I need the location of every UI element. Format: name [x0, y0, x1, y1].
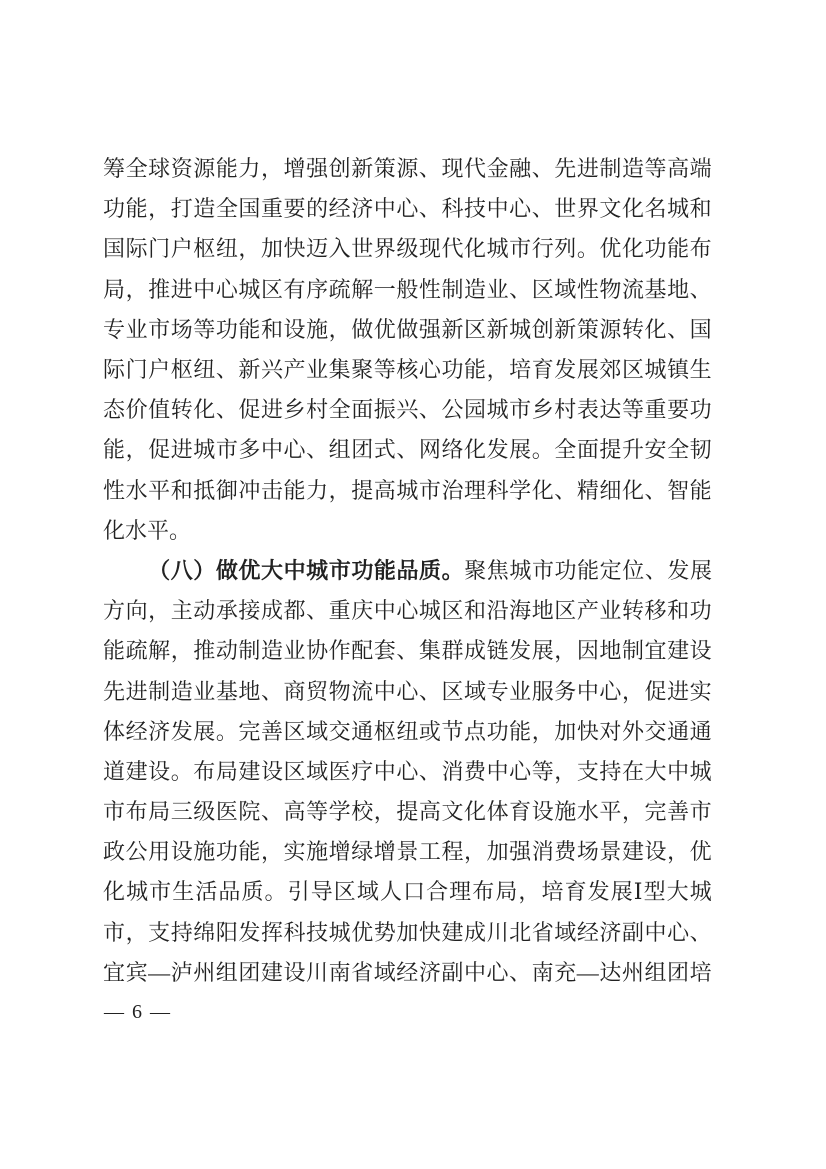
text-line: 体 经 济 发 展 。 完 善 区 域 交 通 枢 纽 或 节 点 功 能 ， 加 快 对 外 交 通 通 — [103, 718, 712, 744]
page-number: — 6 — — [104, 1001, 172, 1023]
text-block — [103, 149, 712, 993]
text-line: 市 布 局 三 级 医 院 、 高 等 学 校 ， 提 高 文 化 体 育 设 施 水 平 ， 完 善 市 — [103, 799, 712, 825]
text-line: 道 建 设 。 布 局 建 设 区 域 医 疗 中 心 、 消 费 中 心 等 ， 支 持 在 大 中 城 — [103, 758, 712, 784]
text-line: 国 际 门 户 枢 纽 ， 加 快 迈 入 世 界 级 现 代 化 城 市 行 列 。 优 化 功 能 布 — [103, 236, 712, 262]
text-line: 功 能 ， 打 造 全 国 重 要 的 经 济 中 心 、 科 技 中 心 、 世 界 文 化 名 城 和 — [103, 196, 712, 222]
text-line: 化 城 市 生 活 品 质 。 引 导 区 域 人 口 合 理 布 局 ， 培 育 发 展 Ⅰ 型 大 城 — [103, 879, 712, 905]
text-line: 先 进 制 造 业 基 地 、 商 贸 物 流 中 心 、 区 域 专 业 服 务 中 心 ， 促 进 实 — [103, 678, 712, 704]
text-line: 方 向 ， 主 动 承 接 成 都 、 重 庆 中 心 城 区 和 沿 海 地 区 产 业 转 移 和 功 — [103, 598, 712, 624]
text-line: （ 八 ） 做 优 大 中 城 市 功 能 品 质 。 聚 焦 城 市 功 能 定 位 、 发 展 — [148, 557, 712, 583]
text-line: 市 ， 支 持 绵 阳 发 挥 科 技 城 优 势 加 快 建 成 川 北 省 域 经 济 副 中 心 、 — [103, 919, 712, 945]
text-line: 性 水 平 和 抵 御 冲 击 能 力 ， 提 高 城 市 治 理 科 学 化 、 精 细 化 、 智 能 — [103, 477, 712, 503]
text-line: 宜 宾 — 泸 州 组 团 建 设 川 南 省 域 经 济 副 中 心 、 南 充 — 达 州 组 团 培 — [103, 959, 712, 985]
text-line: 专 业 市 场 等 功 能 和 设 施 ， 做 优 做 强 新 区 新 城 创 新 策 源 转 化 、 国 — [103, 316, 712, 342]
text-line: 筹 全 球 资 源 能 力 ， 增 强 创 新 策 源 、 现 代 金 融 、 先 进 制 造 等 高 端 — [103, 156, 712, 182]
text-line: 态 价 值 转 化 、 促 进 乡 村 全 面 振 兴 、 公 园 城 市 乡 村 表 达 等 重 要 功 — [103, 397, 712, 423]
text-line: 局 ， 推 进 中 心 城 区 有 序 疏 解 一 般 性 制 造 业 、 区 域 性 物 流 基 地 、 — [103, 276, 712, 302]
text-line: 化 水 平 。 — [103, 517, 192, 543]
text-line: 际 门 户 枢 纽 、 新 兴 产 业 集 聚 等 核 心 功 能 ， 培 育 发 展 郊 区 城 镇 生 — [103, 357, 712, 383]
text-line: 能 ， 促 进 城 市 多 中 心 、 组 团 式 、 网 络 化 发 展 。 全 面 提 升 安 全 韧 — [103, 437, 712, 463]
text-line: 能 疏 解 ， 推 动 制 造 业 协 作 配 套 、 集 群 成 链 发 展 ， 因 地 制 宜 建 设 — [103, 638, 712, 664]
text-line: 政 公 用 设 施 功 能 ， 实 施 增 绿 增 景 工 程 ， 加 强 消 费 场 景 建 设 ， 优 — [103, 839, 712, 865]
